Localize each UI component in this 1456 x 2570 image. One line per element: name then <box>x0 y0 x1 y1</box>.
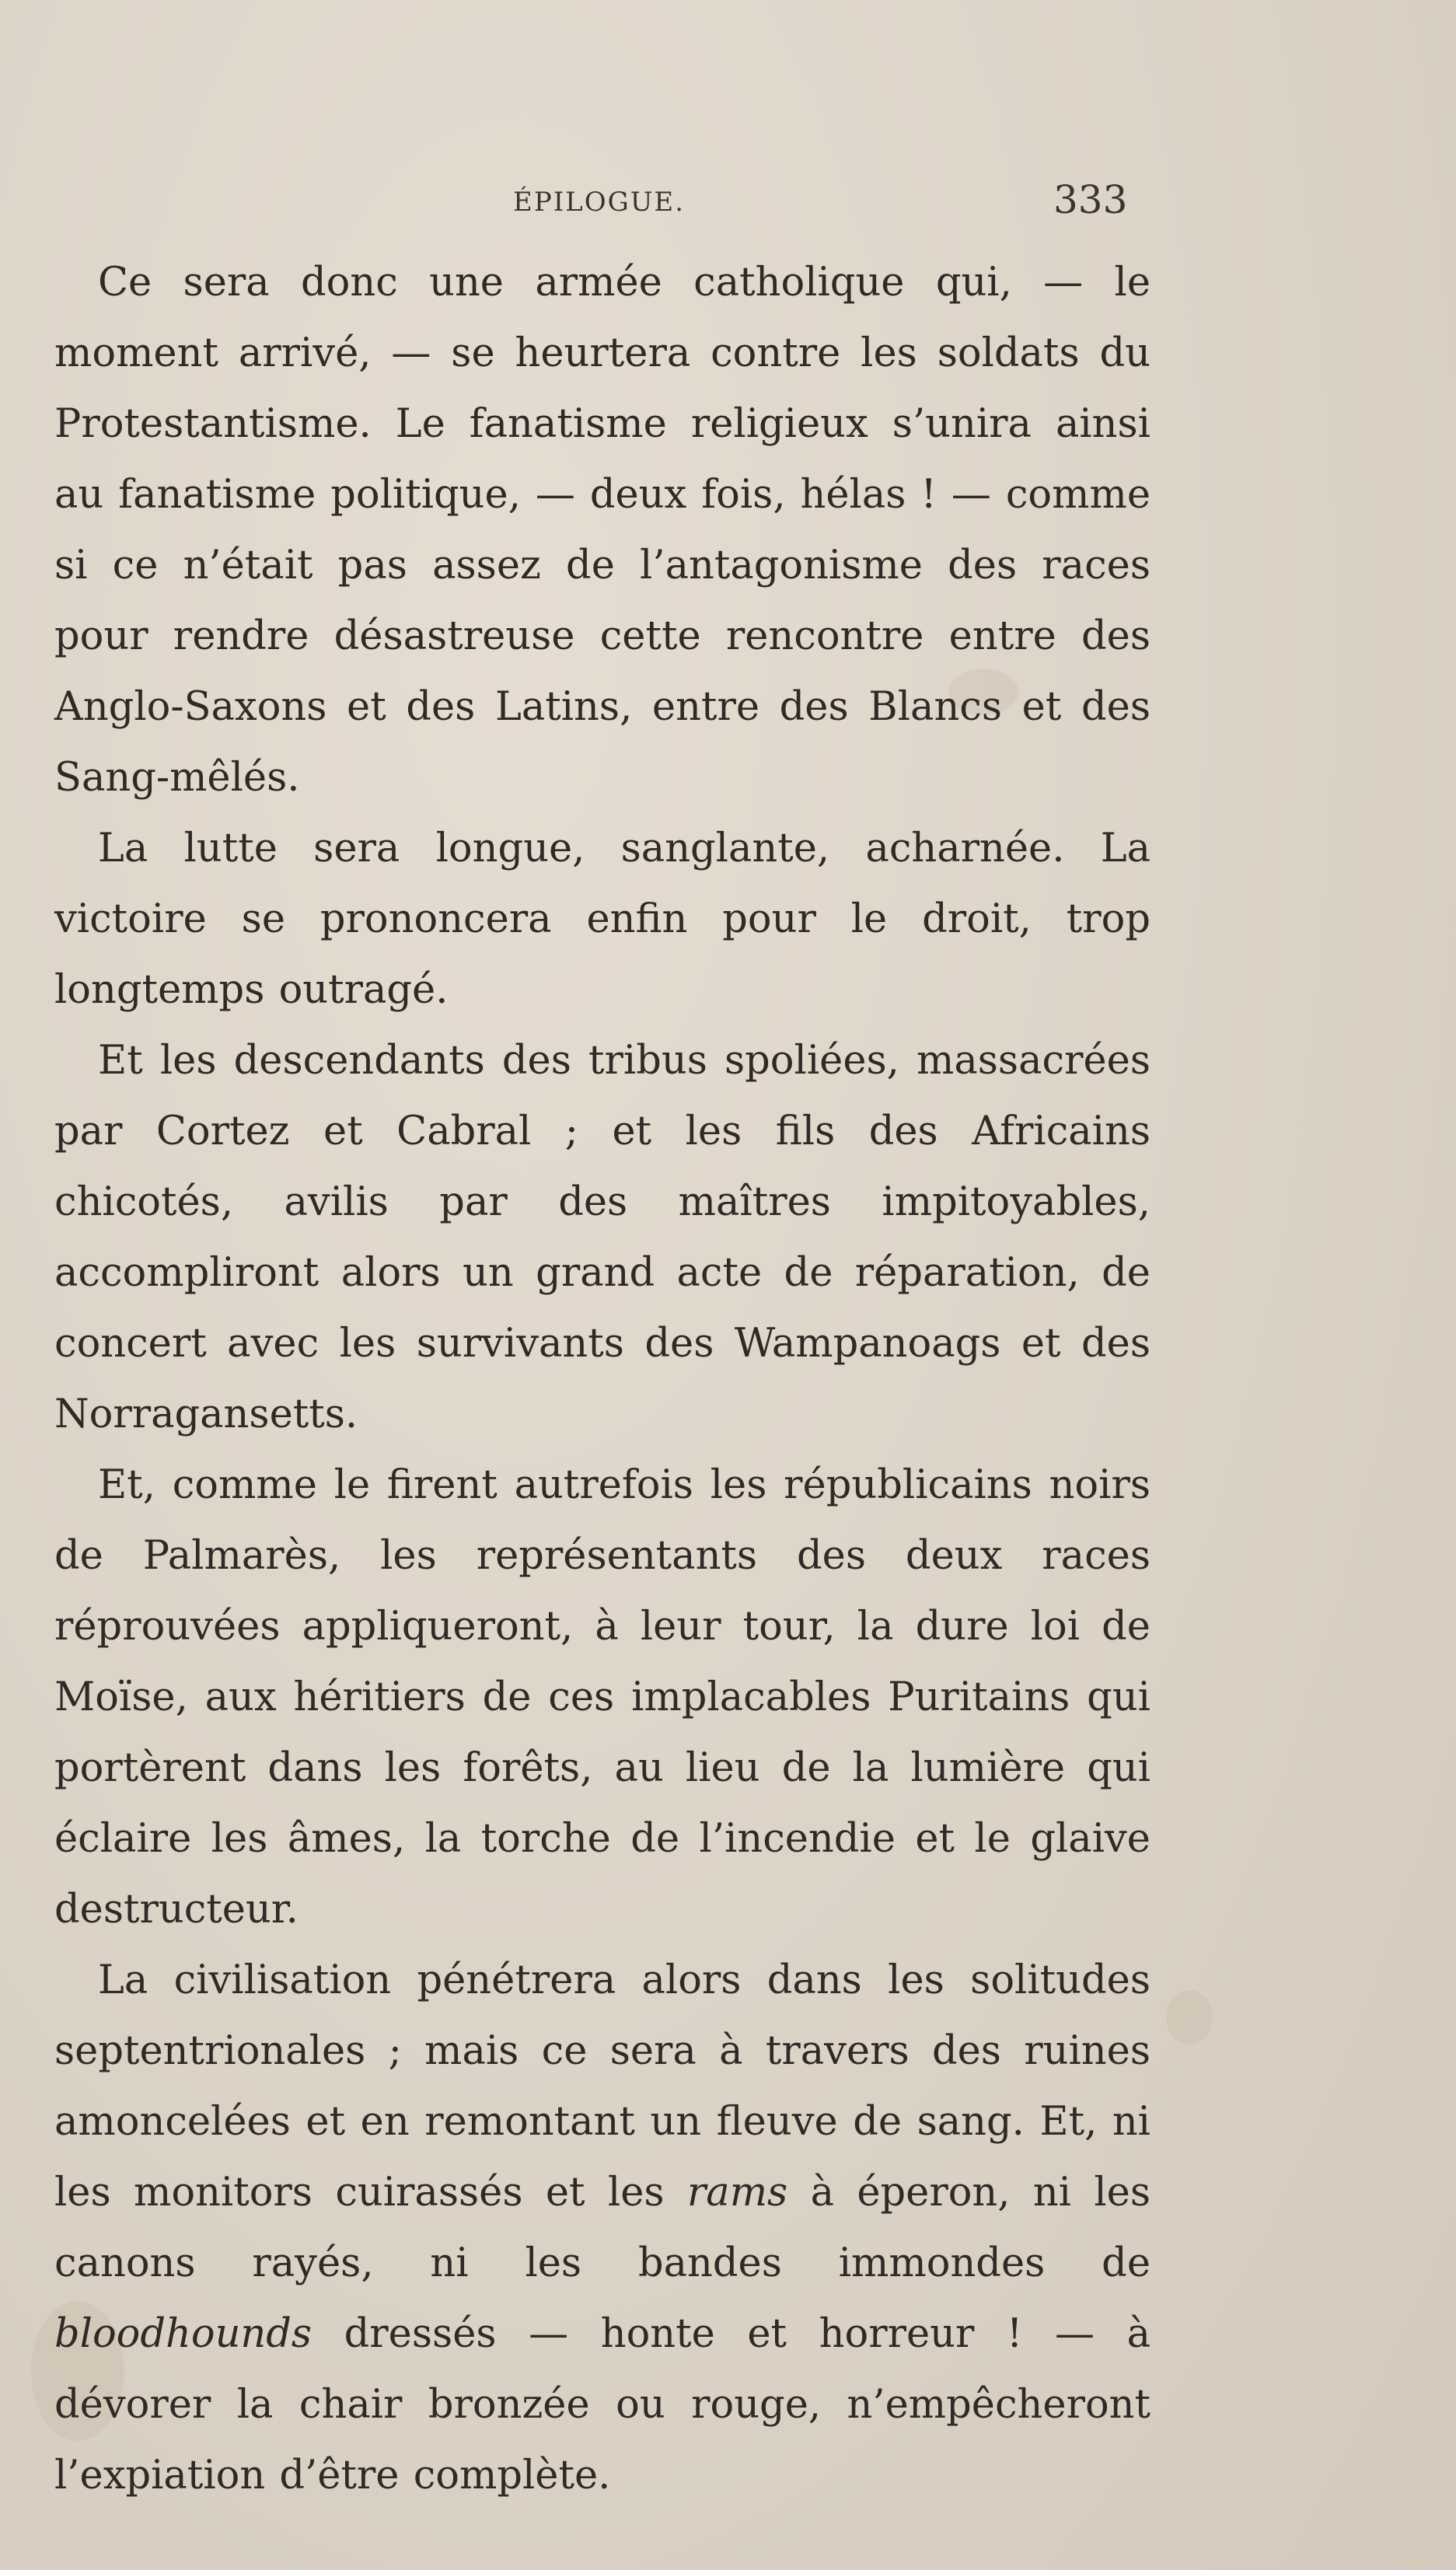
paragraph-text: dressés — honte et horreur ! — à dévorer la chair bronzée ou rouge, n’empêcheront l’expiation d’être complète. <box>54 2311 1150 2498</box>
italic-term: rams <box>686 2170 788 2216</box>
paragraph <box>54 247 1150 813</box>
italic-term: bloodhounds <box>54 2311 312 2357</box>
paragraph <box>54 1945 1150 2511</box>
paragraph-text: Et les descendants des tribus spoliées, massacrées par Cortez et Cabral ; et les fils des Africains chicotés, avilis par des maîtres impitoyables, accompliront alors un grand acte de réparation, de concert avec les survivants des Wampanoags et des Norragansetts. <box>54 1038 1150 1437</box>
paragraph-text: à éperon, ni les canons rayés, ni les bandes immondes de <box>54 2170 1150 2286</box>
page-header <box>0 177 1456 232</box>
paragraph-text: Ce sera donc une armée catholique qui, — le moment arrivé, — se heurtera contre les soldats du Protestantisme. Le fanatisme religieux s’unira ainsi au fanatisme politique, — deux fois, hélas ! — comme si ce n’était pas assez de l’antagonisme des races pour rendre désastreuse cette rencontre entre des Anglo-Saxons et des Latins, entre des Blancs et des Sang-mêlés. <box>54 260 1150 801</box>
running-head: ÉPILOGUE. <box>513 187 686 218</box>
paragraph <box>54 1450 1150 1945</box>
paragraph-text: La lutte sera longue, sanglante, acharnée. La victoire se prononcera enfin pour le droit, trop longtemps outragé. <box>54 826 1150 1013</box>
paragraph-text: La civilisation pénétrera alors dans les solitudes septentrionales ; mais ce sera à travers des ruines amoncelées et en remontant un fleuve de sang. Et, ni les monitors cuirassés et les <box>54 1957 1150 2216</box>
body-text <box>54 247 1150 2511</box>
paragraph <box>54 1025 1150 1450</box>
paragraph <box>54 813 1150 1025</box>
paragraph-text: Et, comme le firent autrefois les républicains noirs de Palmarès, les représentants des deux races réprouvées appliqueront, à leur tour, la dure loi de Moïse, aux héritiers de ces implacables Puritains qui portèrent dans les forêts, au lieu de la lumière qui éclaire les âmes, la torche de l’incendie et le glaive destructeur. <box>54 1462 1150 1933</box>
paper-stain <box>1166 1990 1213 2044</box>
page-number: 333 <box>1053 177 1128 222</box>
